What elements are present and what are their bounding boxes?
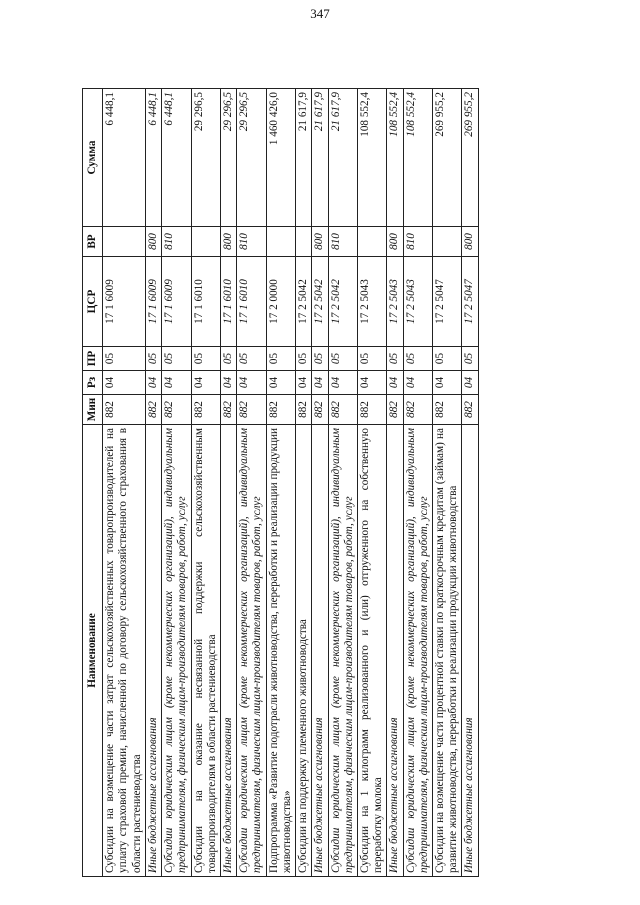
rotated-page-content xyxy=(82,89,565,877)
row-name: Иные бюджетные ассигнования xyxy=(462,425,478,877)
row-min: 882 xyxy=(191,395,220,425)
row-sum: 21 617,9 xyxy=(296,89,312,227)
row-rz: 04 xyxy=(266,371,295,395)
row-csr: 17 2 5042 xyxy=(296,257,312,347)
row-rz: 04 xyxy=(387,371,403,395)
row-sum: 108 552,4 xyxy=(357,89,386,227)
row-vr: 800 xyxy=(145,227,161,257)
row-name: Субсидии на 1 килограмм реализованного и (или) отгруженного на собственную переработку молока xyxy=(357,425,386,877)
table-row xyxy=(312,89,328,877)
row-csr: 17 1 6009 xyxy=(145,257,161,347)
table-row xyxy=(145,89,161,877)
row-rz: 04 xyxy=(296,371,312,395)
row-min: 882 xyxy=(145,395,161,425)
table-row xyxy=(357,89,386,877)
row-csr: 17 2 5043 xyxy=(403,257,432,347)
row-vr xyxy=(357,227,386,257)
row-name: Иные бюджетные ассигнования xyxy=(145,425,161,877)
header-rz: Рз xyxy=(83,371,103,395)
header-min: Мин xyxy=(83,395,103,425)
row-pr: 05 xyxy=(387,347,403,371)
row-pr: 05 xyxy=(103,347,146,371)
row-csr: 17 2 5047 xyxy=(462,257,478,347)
row-pr: 05 xyxy=(191,347,220,371)
row-pr: 05 xyxy=(266,347,295,371)
row-rz: 04 xyxy=(462,371,478,395)
row-sum: 6 448,1 xyxy=(145,89,161,227)
row-csr: 17 2 5042 xyxy=(328,257,357,347)
row-min: 882 xyxy=(103,395,146,425)
row-min: 882 xyxy=(266,395,295,425)
row-name: Субсидии на поддержку племенного животноводства xyxy=(296,425,312,877)
row-rz: 04 xyxy=(191,371,220,395)
header-sum: Сумма xyxy=(83,89,103,227)
row-vr xyxy=(433,227,462,257)
row-rz: 04 xyxy=(403,371,432,395)
row-pr: 05 xyxy=(220,347,236,371)
row-min: 882 xyxy=(433,395,462,425)
row-vr: 800 xyxy=(462,227,478,257)
row-rz: 04 xyxy=(237,371,266,395)
row-sum: 29 296,5 xyxy=(191,89,220,227)
row-sum: 108 552,4 xyxy=(403,89,432,227)
row-rz: 04 xyxy=(103,371,146,395)
row-name: Иные бюджетные ассигнования xyxy=(387,425,403,877)
header-vr: ВР xyxy=(83,227,103,257)
table-row xyxy=(191,89,220,877)
row-min: 882 xyxy=(328,395,357,425)
row-rz: 04 xyxy=(357,371,386,395)
row-csr: 17 2 5043 xyxy=(387,257,403,347)
table-row xyxy=(266,89,295,877)
row-sum: 29 296,5 xyxy=(220,89,236,227)
row-min: 882 xyxy=(296,395,312,425)
row-pr: 05 xyxy=(145,347,161,371)
row-pr: 05 xyxy=(433,347,462,371)
row-min: 882 xyxy=(162,395,191,425)
page-number: 347 xyxy=(310,6,330,21)
row-sum: 6 448,1 xyxy=(162,89,191,227)
table-row xyxy=(433,89,462,877)
row-vr: 800 xyxy=(312,227,328,257)
row-pr: 05 xyxy=(462,347,478,371)
row-pr: 05 xyxy=(328,347,357,371)
row-rz: 04 xyxy=(145,371,161,395)
row-min: 882 xyxy=(403,395,432,425)
table-row xyxy=(462,89,478,877)
row-sum: 269 955,2 xyxy=(433,89,462,227)
table-row xyxy=(328,89,357,877)
row-pr: 05 xyxy=(237,347,266,371)
row-name: Субсидии юридическим лицам (кроме некоммерческих организаций), индивидуальным предпринимателям, физическим лицам-производителям товаров, работ, услуг xyxy=(237,425,266,877)
table-row xyxy=(403,89,432,877)
row-min: 882 xyxy=(462,395,478,425)
row-vr: 810 xyxy=(328,227,357,257)
row-rz: 04 xyxy=(220,371,236,395)
row-rz: 04 xyxy=(433,371,462,395)
row-min: 882 xyxy=(237,395,266,425)
header-pr: ПР xyxy=(83,347,103,371)
row-min: 882 xyxy=(387,395,403,425)
row-csr: 17 2 5042 xyxy=(312,257,328,347)
table-row xyxy=(296,89,312,877)
row-min: 882 xyxy=(220,395,236,425)
row-vr: 810 xyxy=(237,227,266,257)
row-name: Субсидии юридическим лицам (кроме некоммерческих организаций), индивидуальным предпринимателям, физическим лицам-производителям товаров, работ, услуг xyxy=(403,425,432,877)
row-sum: 29 296,5 xyxy=(237,89,266,227)
row-vr xyxy=(103,227,146,257)
row-vr xyxy=(266,227,295,257)
budget-table xyxy=(82,88,479,877)
row-csr: 17 2 5043 xyxy=(357,257,386,347)
table-row xyxy=(103,89,146,877)
row-pr: 05 xyxy=(403,347,432,371)
row-vr: 810 xyxy=(162,227,191,257)
row-sum: 108 552,4 xyxy=(387,89,403,227)
row-csr: 17 1 6010 xyxy=(237,257,266,347)
table-body xyxy=(103,89,478,877)
table-row xyxy=(162,89,191,877)
row-pr: 05 xyxy=(296,347,312,371)
row-sum: 21 617,9 xyxy=(312,89,328,227)
row-sum: 21 617,9 xyxy=(328,89,357,227)
row-sum: 6 448,1 xyxy=(103,89,146,227)
row-csr: 17 1 6010 xyxy=(191,257,220,347)
row-rz: 04 xyxy=(162,371,191,395)
row-pr: 05 xyxy=(162,347,191,371)
row-sum: 269 955,2 xyxy=(462,89,478,227)
row-min: 882 xyxy=(312,395,328,425)
row-vr: 810 xyxy=(403,227,432,257)
row-pr: 05 xyxy=(357,347,386,371)
row-vr xyxy=(191,227,220,257)
row-vr: 800 xyxy=(220,227,236,257)
row-name: Иные бюджетные ассигнования xyxy=(220,425,236,877)
row-csr: 17 1 6010 xyxy=(220,257,236,347)
header-csr: ЦСР xyxy=(83,257,103,347)
row-rz: 04 xyxy=(312,371,328,395)
table-row xyxy=(387,89,403,877)
row-name: Субсидии на оказание несвязанной поддержки сельскохозяйственным товаропроизводителям в области растениеводства xyxy=(191,425,220,877)
table-header-row xyxy=(83,89,103,877)
row-csr: 17 2 0000 xyxy=(266,257,295,347)
row-sum: 1 460 426,0 xyxy=(266,89,295,227)
row-vr xyxy=(296,227,312,257)
header-name: Наименование xyxy=(83,425,103,877)
row-min: 882 xyxy=(357,395,386,425)
row-name: Субсидии юридическим лицам (кроме некоммерческих организаций), индивидуальным предпринимателям, физическим лицам-производителям товаров, работ, услуг xyxy=(162,425,191,877)
row-name: Субсидии на возмещение части затрат сельскохозяйственных товаропроизводителей на уплату страховой премии, начисленной по договору сельскохозяйственного страхования в области растениеводства xyxy=(103,425,146,877)
row-name: Субсидии юридическим лицам (кроме некоммерческих организаций), индивидуальным предпринимателям, физическим лицам-производителям товаров, работ, услуг xyxy=(328,425,357,877)
row-name: Иные бюджетные ассигнования xyxy=(312,425,328,877)
row-csr: 17 2 5047 xyxy=(433,257,462,347)
row-rz: 04 xyxy=(328,371,357,395)
table-row xyxy=(220,89,236,877)
row-name: Субсидии на возмещение части процентной ставки по краткосрочным кредитам (займам) на развитие животноводства, переработки и реализации продукции животноводства xyxy=(433,425,462,877)
row-csr: 17 1 6009 xyxy=(162,257,191,347)
row-csr: 17 1 6009 xyxy=(103,257,146,347)
row-vr: 800 xyxy=(387,227,403,257)
row-name: Подпрограмма «Развитие подотрасли животноводства, переработки и реализации продукции животноводства» xyxy=(266,425,295,877)
table-row xyxy=(237,89,266,877)
row-pr: 05 xyxy=(312,347,328,371)
